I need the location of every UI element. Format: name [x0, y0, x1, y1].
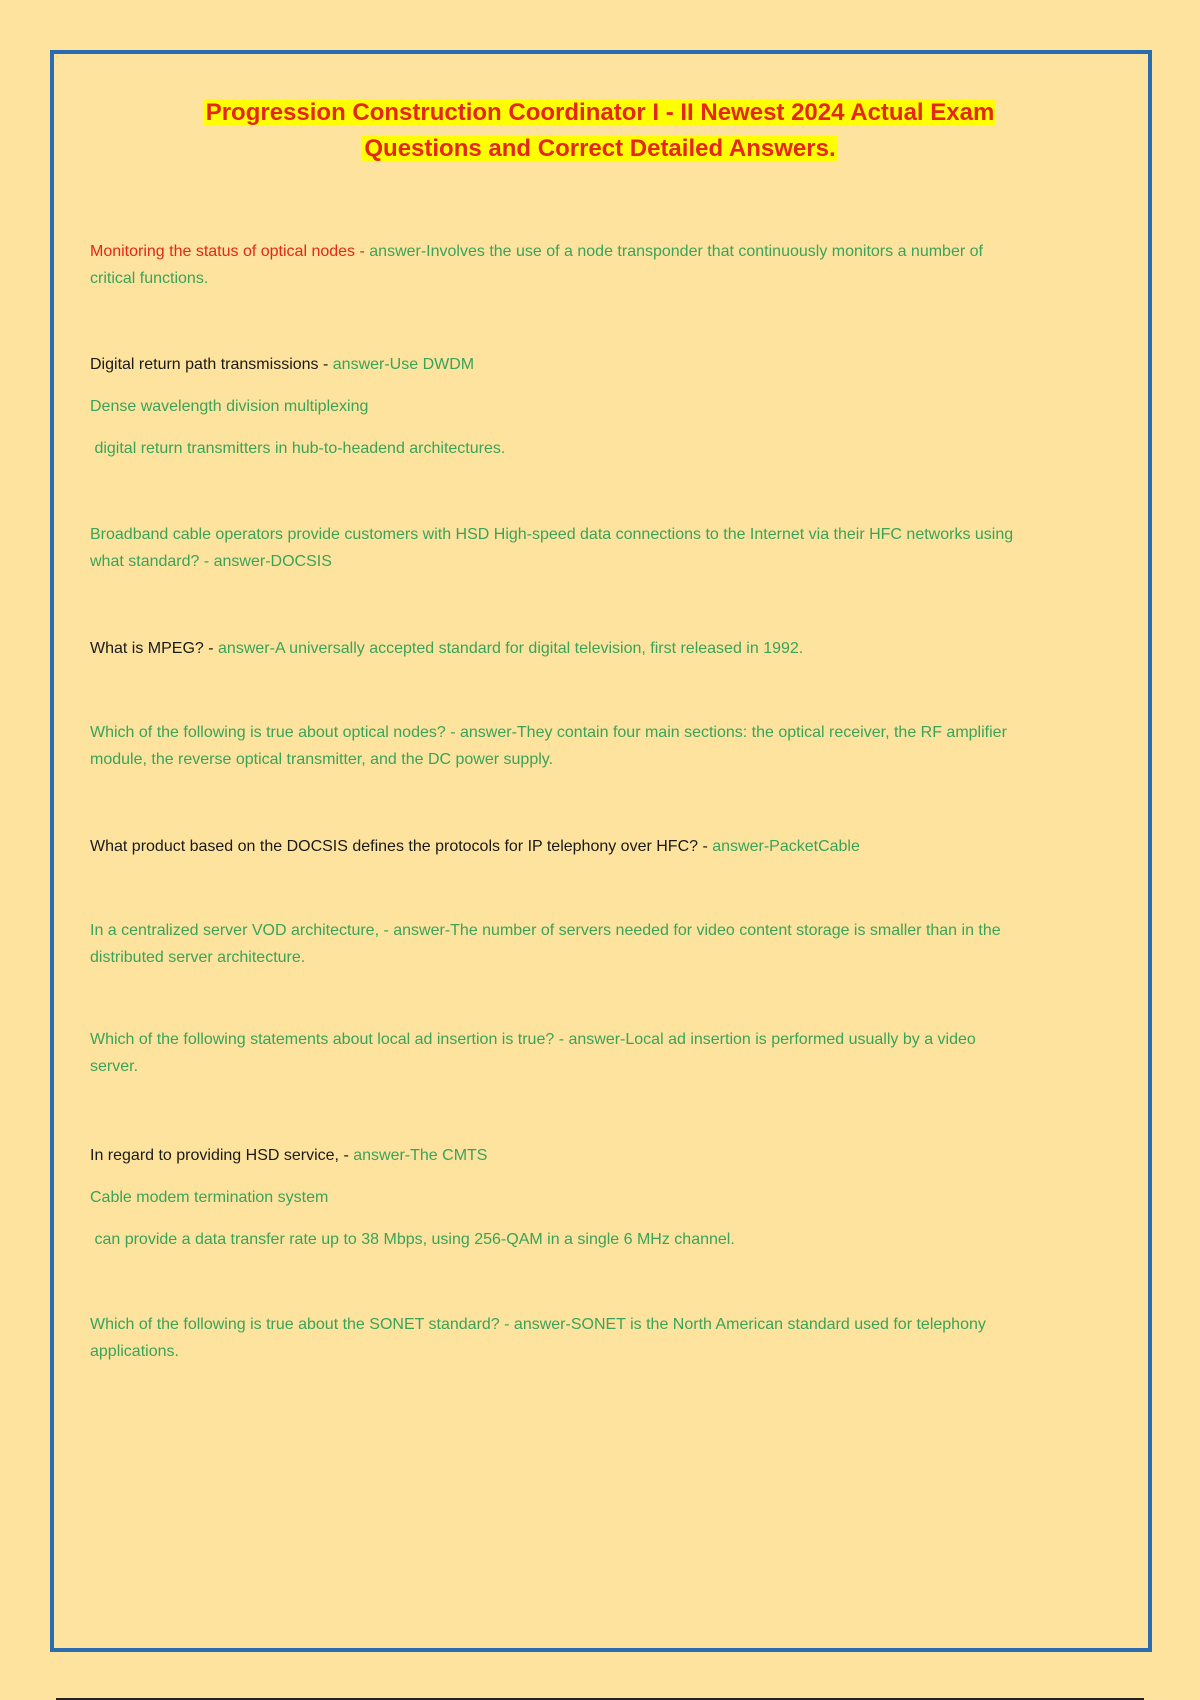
qa-item-6: [90, 833, 1020, 860]
answer-text: answer-SONET is the North American standard used for telephony applications.: [90, 1316, 986, 1360]
answer-continuation: digital return transmitters in hub-to-headend architectures.: [90, 440, 506, 457]
qa-item-2: [90, 351, 1020, 378]
question-text: Which of the following statements about local ad insertion is true? -: [90, 1031, 569, 1048]
question-text: What is MPEG? -: [90, 640, 219, 657]
answer-continuation: Cable modem termination system: [90, 1189, 329, 1206]
answer-text: answer-A universally accepted standard for digital television, first released in 1992.: [218, 640, 804, 657]
title-line-1: Progression Construction Coordinator I - II Newest 2024 Actual Exam: [205, 99, 995, 126]
answer-continuation: Dense wavelength division multiplexing: [90, 398, 369, 415]
question-text: In a centralized server VOD architecture, -: [90, 922, 394, 939]
answer-text: answer-The CMTS: [353, 1147, 488, 1164]
qa-item-3: [90, 521, 1020, 575]
answer-text: answer-Involves the use of a node transponder that continuously monitors a number of critical functions.: [90, 243, 983, 287]
answer-text: answer-They contain four main sections: the optical receiver, the RF amplifier module, the reverse optical transmitter, and the DC power supply.: [90, 724, 1007, 768]
page-title: [0, 95, 1200, 167]
question-text: Broadband cable operators provide customers with HSD High-speed data connections to the Internet via their HFC networks using what standard? -: [90, 526, 1014, 570]
answer-text: answer-Use DWDM: [332, 356, 475, 373]
qa-item-4: [90, 635, 1020, 662]
qa-item-8: [90, 1026, 1020, 1080]
answer-continuation: can provide a data transfer rate up to 38 Mbps, using 256-QAM in a single 6 MHz channel.: [90, 1231, 735, 1248]
qa-item-1: [90, 238, 1020, 292]
question-text: Which of the following is true about optical nodes? -: [90, 724, 460, 741]
question-text: Monitoring the status of optical nodes -: [90, 243, 370, 260]
qa-item-5: [90, 719, 1020, 773]
qa-item-9: [90, 1142, 1020, 1169]
title-line-2: Questions and Correct Detailed Answers.: [364, 135, 836, 162]
question-text: In regard to providing HSD service, -: [90, 1147, 354, 1164]
qa-item-7: [90, 917, 1020, 971]
question-text: Digital return path transmissions -: [90, 356, 333, 373]
answer-text: answer-PacketCable: [712, 838, 860, 855]
qa-item-10: [90, 1311, 1020, 1365]
question-text: What product based on the DOCSIS defines the protocols for IP telephony over HFC? -: [90, 838, 713, 855]
question-text: Which of the following is true about the SONET standard? -: [90, 1316, 514, 1333]
answer-text: answer-Local ad insertion is performed usually by a video server.: [90, 1031, 976, 1075]
answer-text: answer-DOCSIS: [213, 553, 332, 570]
answer-text: answer-The number of servers needed for video content storage is smaller than in the distributed server architecture.: [90, 922, 1001, 966]
